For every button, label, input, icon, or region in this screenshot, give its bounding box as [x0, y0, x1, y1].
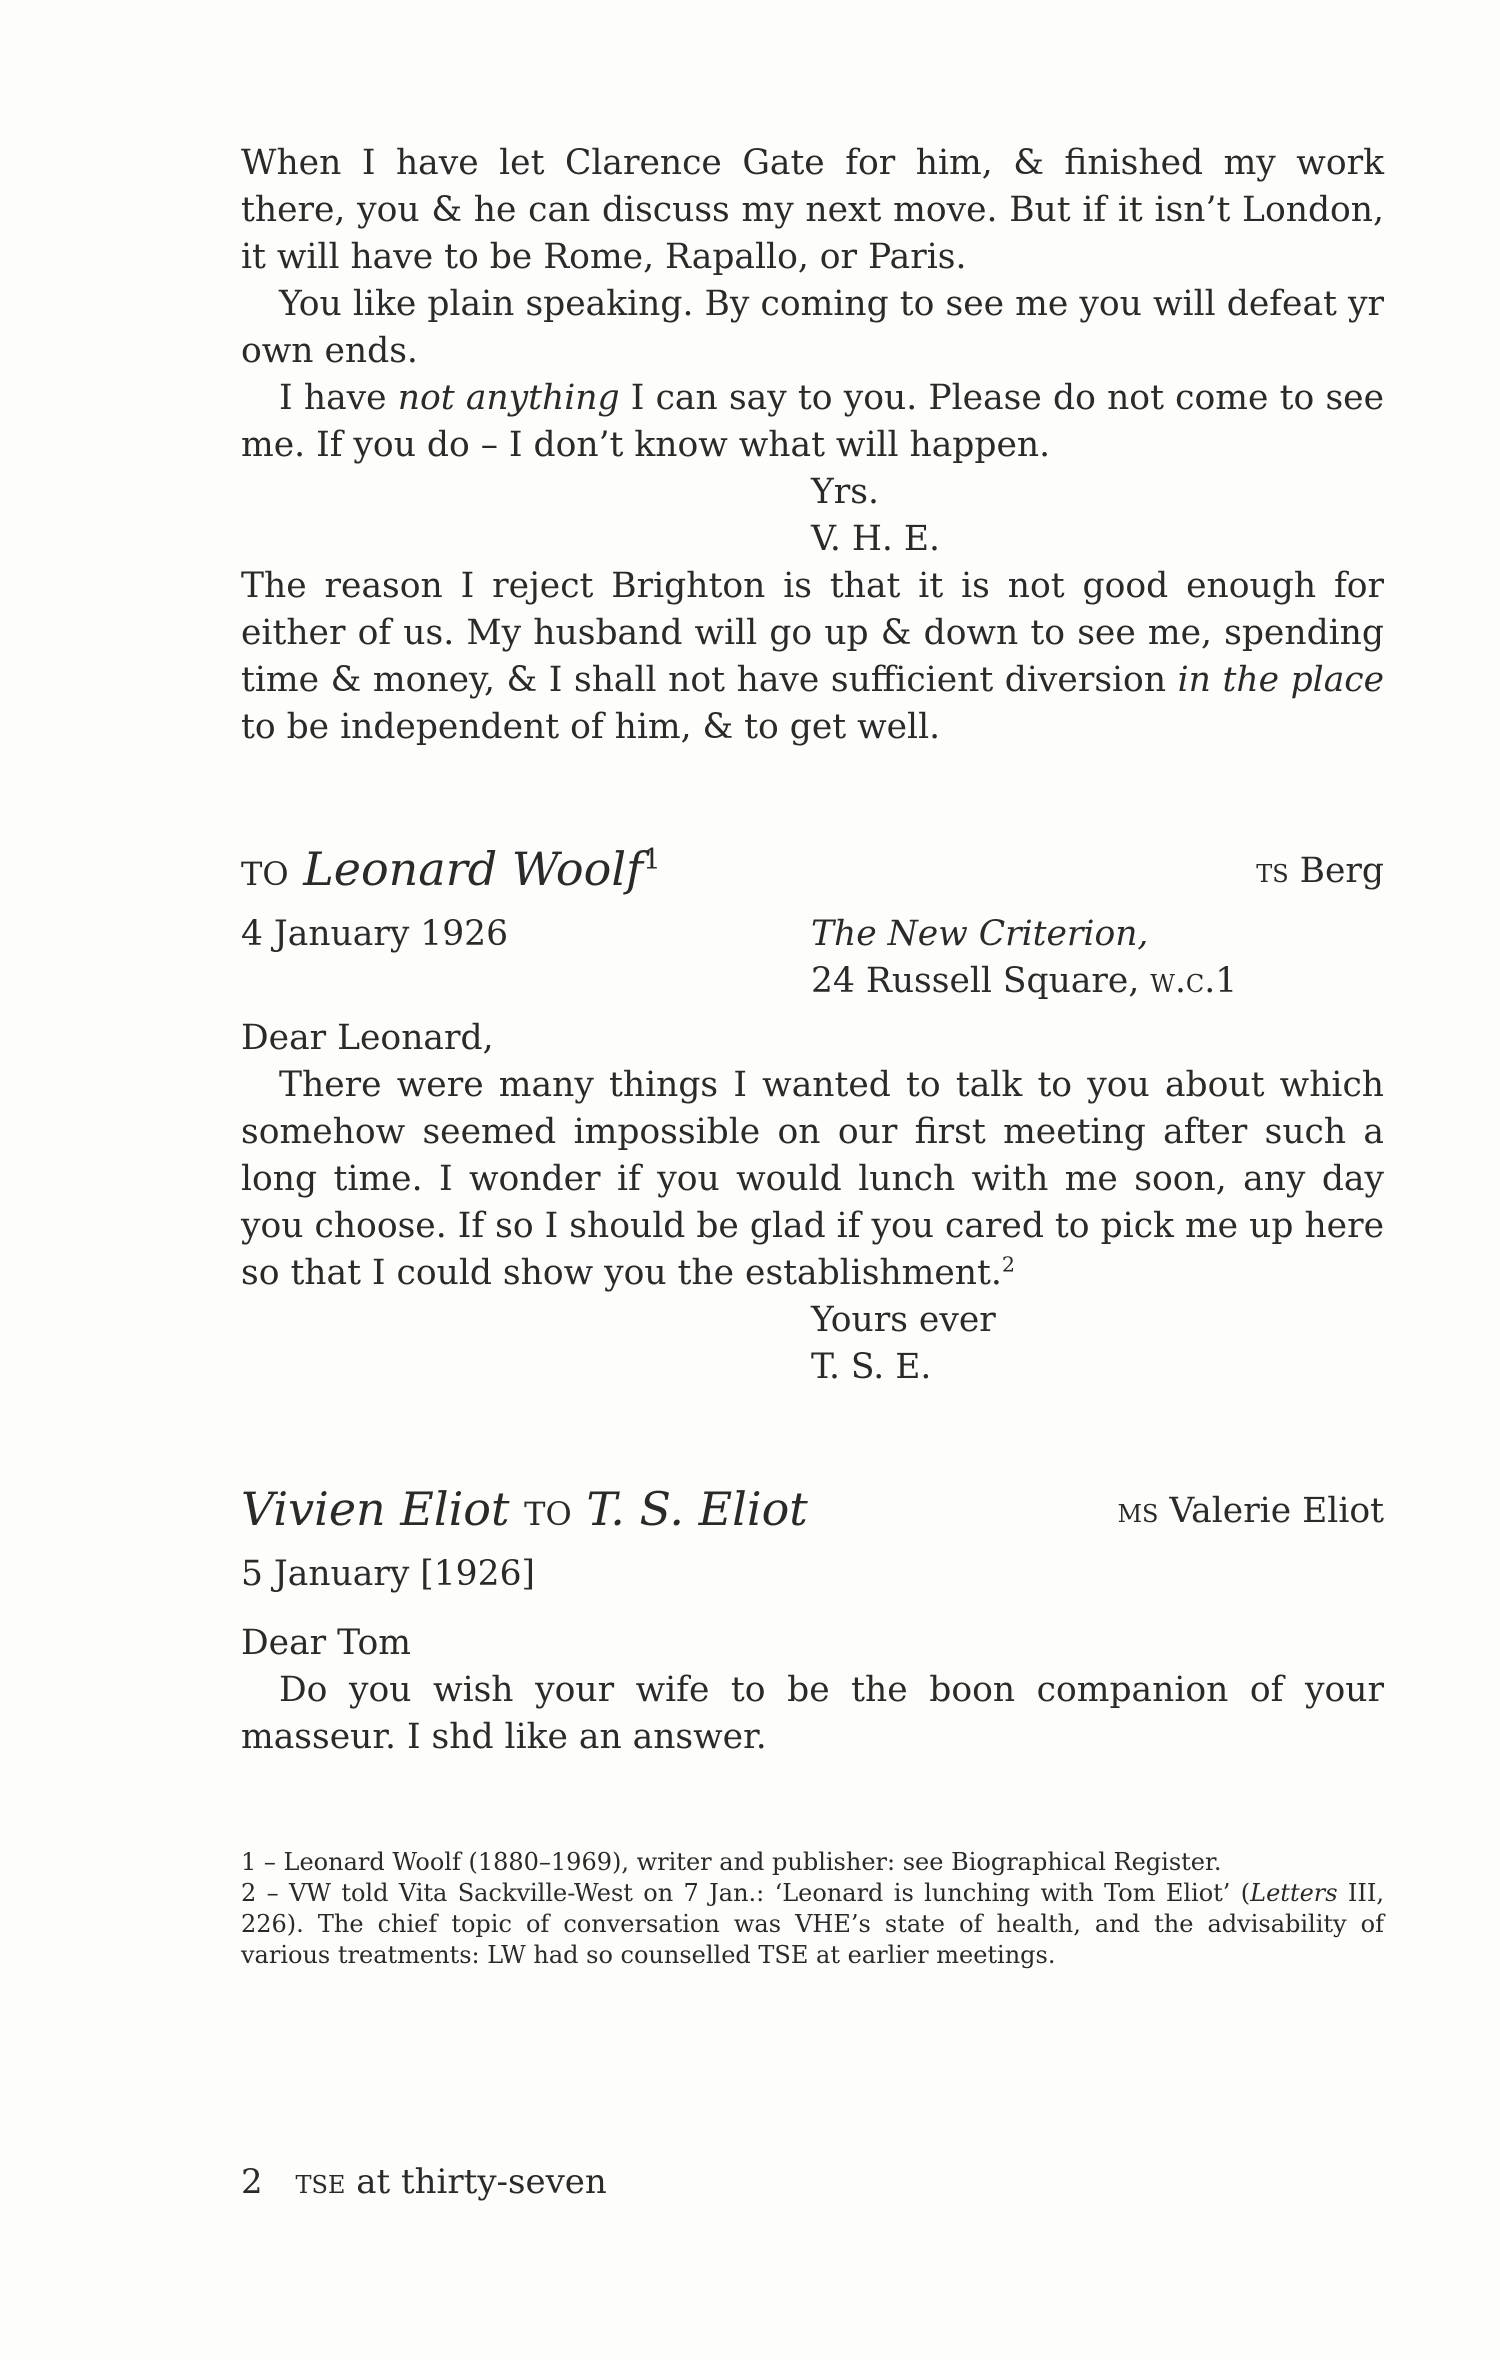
recipient-name: T. S. Eliot	[586, 1482, 808, 1536]
address-postcode: w.c.1	[1150, 961, 1238, 1001]
running-head-prefix: tse	[295, 2162, 346, 2202]
text-run: The reason I reject Brighton is that it is not good enough for either of us. My husband will go up & down to see me, spending time & money, & I shall not have sufficient diversion	[241, 566, 1384, 700]
footnote-ref[interactable]: 2	[1001, 1252, 1016, 1277]
italic-text: not anything	[397, 378, 620, 418]
text-run: 2 – VW told Vita Sackville-West on 7 Jan.: ‘Leonard is lunching with Tom Eliot’ (	[241, 1879, 1251, 1907]
to-word: to	[241, 842, 289, 896]
letter-source	[1256, 848, 1384, 895]
source-prefix: ms	[1117, 1491, 1159, 1531]
letter-signature: T. S. E.	[811, 1347, 932, 1387]
to-word: to	[524, 1482, 572, 1536]
source-name: Valerie Eliot	[1169, 1491, 1384, 1531]
letter-title	[241, 1479, 808, 1539]
letter-date: 5 January [1926]	[241, 1554, 535, 1594]
footnote: 1 – Leonard Woolf (1880–1969), writer and publisher: see Biographical Register.	[241, 1848, 1222, 1876]
letter-heading-vivien	[241, 1479, 1384, 1539]
source-name: Berg	[1299, 851, 1384, 891]
letter-vhe-continuation	[241, 140, 1384, 751]
letter-body-woolf	[241, 1015, 1384, 1391]
salutation: Dear Tom	[241, 1623, 411, 1663]
address-street: 24 Russell Square,	[811, 961, 1151, 1001]
recipient-name: Leonard Woolf	[303, 842, 644, 896]
postscript	[241, 563, 1384, 751]
text-run: There were many things I wanted to talk to you about which somehow seemed impossible on our first meeting after such a long time. I wonder if you would lunch with me soon, any day you choose. If so I should be glad if you cared to pick me up here so that I could show you the establishment.	[241, 1065, 1384, 1293]
paragraph: Do you wish your wife to be the boon companion of your masseur. I shd like an answer.	[241, 1670, 1384, 1757]
address-line	[811, 911, 1237, 958]
salutation: Dear Leonard,	[241, 1018, 494, 1058]
footnotes	[241, 1847, 1384, 1971]
page-number: 2	[241, 2162, 263, 2202]
page-footer	[241, 2160, 607, 2204]
text-run: I have	[279, 378, 398, 418]
letter-heading-woolf	[241, 839, 1384, 899]
text-run: to be independent of him, & to get well.	[241, 707, 941, 747]
paragraph	[241, 375, 1384, 469]
letter-title	[241, 839, 661, 899]
letter-closing: Yours ever	[811, 1300, 996, 1340]
running-head: at thirty-seven	[345, 2162, 607, 2202]
letter-signature: V. H. E.	[811, 519, 940, 559]
italic-text: Letters	[1250, 1879, 1338, 1907]
letter-source	[1117, 1488, 1384, 1535]
footnote	[241, 1878, 1384, 1971]
source-prefix: ts	[1256, 851, 1289, 891]
footnote-ref[interactable]: 1	[643, 842, 661, 876]
letter-address	[811, 911, 1237, 1005]
letter-body-vivien	[241, 1620, 1384, 1761]
letter-date: 4 January 1926	[241, 914, 509, 954]
paragraph: When I have let Clarence Gate for him, & finished my work there, you & he can discuss my next move. But if it isn’t London, it will have to be Rome, Rapallo, or Paris.	[241, 143, 1384, 277]
sender-name: Vivien Eliot	[241, 1482, 510, 1536]
address-line	[811, 958, 1237, 1005]
page-content	[241, 140, 1384, 1971]
paragraph: You like plain speaking. By coming to see me you will defeat yr own ends.	[241, 284, 1384, 371]
text-run: I can say to you. Please do not come to see me. If you do – I don’t know what will happen.	[241, 378, 1384, 465]
italic-text: in the place	[1177, 660, 1384, 700]
letter-closing: Yrs.	[811, 472, 879, 512]
letter-dateline	[241, 911, 1384, 1005]
paragraph	[241, 1062, 1384, 1297]
text-run: III, 226). The chief topic of conversation was VHE’s state of health, and the advisability of various treatments: LW had so counselled TSE at earlier meetings.	[241, 1879, 1385, 1969]
address-publication: The New Criterion,	[811, 914, 1149, 954]
